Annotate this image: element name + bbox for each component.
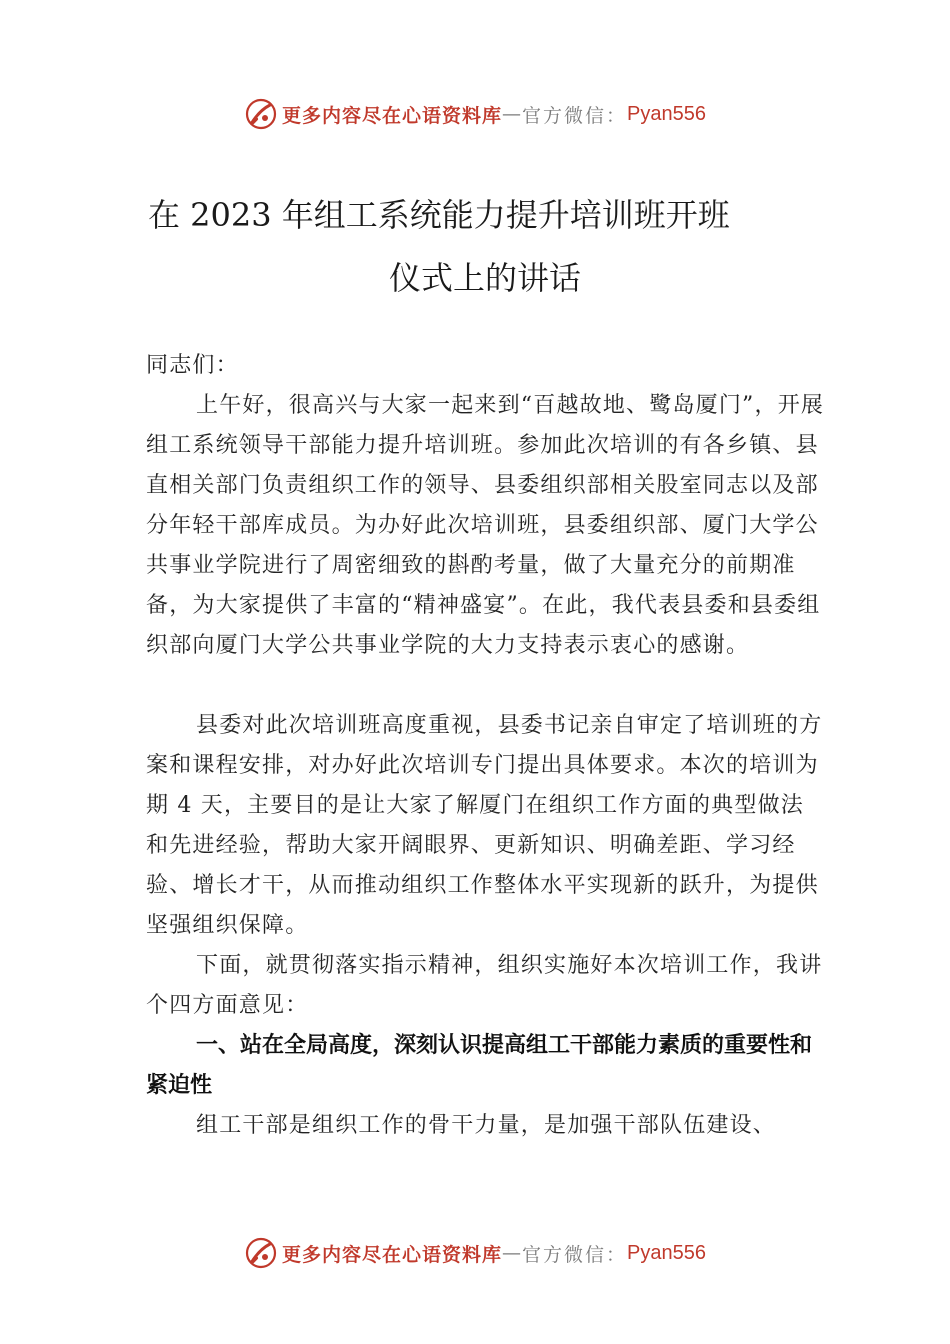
section-heading-1: 一、站在全局高度，深刻认识提高组工干部能力素质的重要性和紧迫性 xyxy=(146,1033,813,1098)
banner-wechat-label: 官方微信： xyxy=(522,104,628,127)
brush-logo-icon xyxy=(244,1236,278,1270)
document-title-line-1: 在 2023 年组工系统能力提升培训班开班 xyxy=(148,196,730,234)
banner-separator: — xyxy=(502,103,523,125)
paragraph-2: 县委对此次培训班高度重视，县委书记亲自审定了培训班的方案和课程安排，对办好此次培训专门提出具体要求。本次的培训为期 4 天，主要目的是让大家了解厦门在组织工作方面的典型做法和先进经验，帮助大家开阔眼界、更新知识、明确差距、学习经验、增长才干，从而推动组织工作整体水平实现新的跃升，为提供坚强组织保障。 xyxy=(146,713,823,938)
banner-wechat-id: Pyan556 xyxy=(627,1241,706,1264)
salutation: 同志们： xyxy=(146,353,239,378)
document-title-line-2: 仪式上的讲话 xyxy=(389,259,582,297)
paragraph-4: 组工干部是组织工作的骨干力量，是加强干部队伍建设、 xyxy=(196,1113,777,1138)
banner-brand: 更多内容尽在心语资料库 xyxy=(282,1243,503,1266)
banner-brand: 更多内容尽在心语资料库 xyxy=(282,104,503,127)
brush-logo-icon xyxy=(244,97,278,131)
paragraph-3: 下面，就贯彻落实指示精神，组织实施好本次培训工作，我讲个四方面意见： xyxy=(146,953,823,1018)
banner-separator: — xyxy=(502,1242,523,1264)
banner-wechat-id: Pyan556 xyxy=(627,102,706,125)
footer-banner xyxy=(0,1233,950,1273)
paragraph-1: 上午好，很高兴与大家一起来到“百越故地、鹭岛厦门”，开展组工系统领导干部能力提升培训班。参加此次培训的有各乡镇、县直相关部门负责组织工作的领导、县委组织部相关股室同志以及部分年轻干部库成员。为办好此次培训班，县委组织部、厦门大学公共事业学院进行了周密细致的斟酌考量，做了大量充分的前期准备，为大家提供了丰富的“精神盛宴”。在此，我代表县委和县委组织部向厦门大学公共事业学院的大力支持表示衷心的感谢。 xyxy=(146,393,825,658)
header-banner xyxy=(0,94,950,134)
banner-wechat-label: 官方微信： xyxy=(522,1243,628,1266)
